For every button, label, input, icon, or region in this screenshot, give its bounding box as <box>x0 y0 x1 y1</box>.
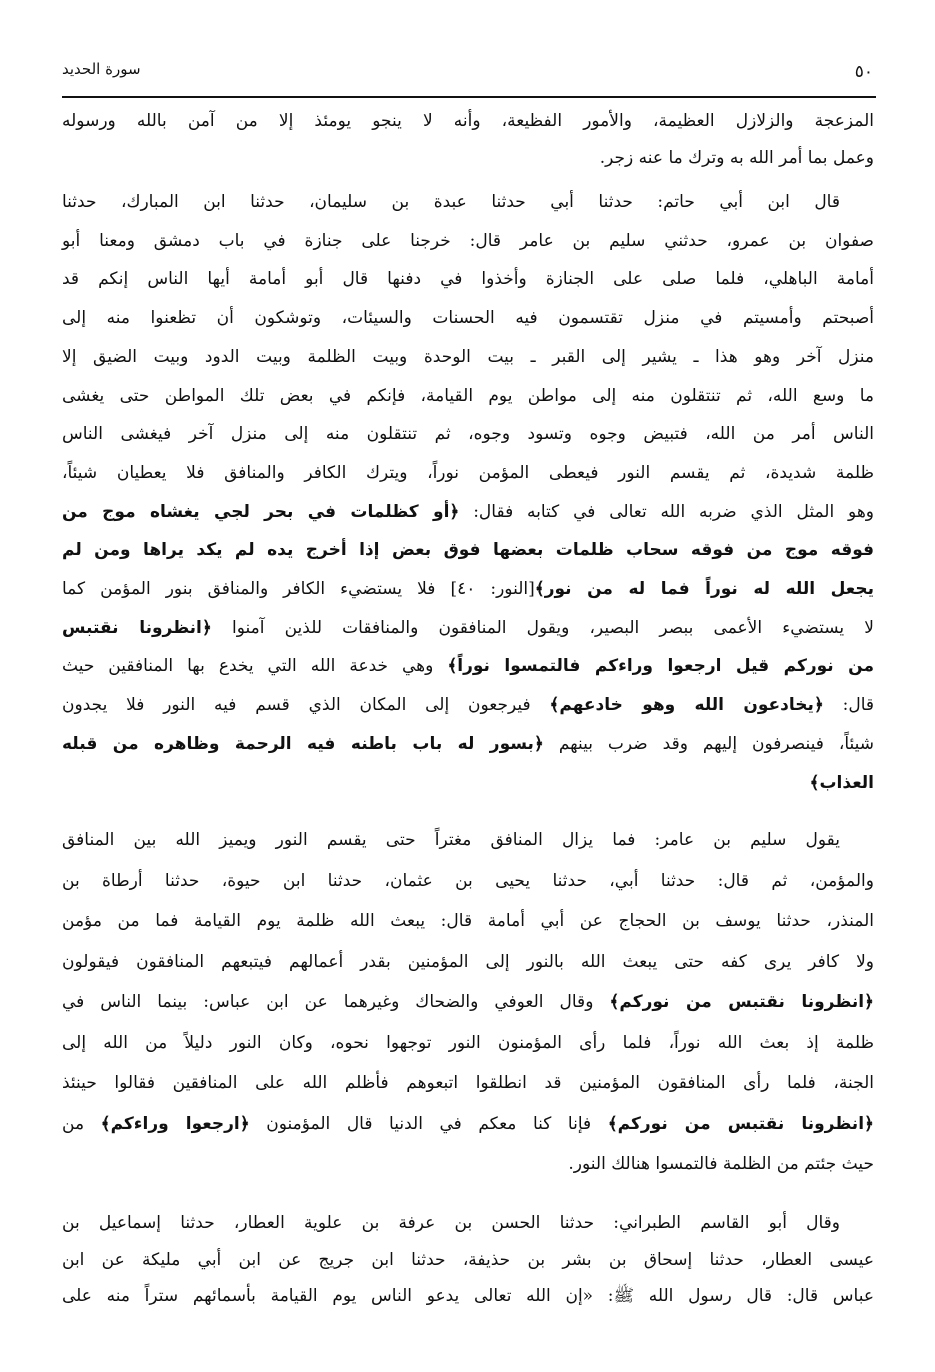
body-text: [النور: ٤٠] فلا يستضيء الكافر والمنافق بنور المؤمن كما <box>62 579 535 600</box>
body-text: صفوان بن عمرو، حدثني سليم بن عامر قال: خرجنا على جنازة في باب دمشق ومعنا أبو <box>62 230 874 251</box>
header-rule <box>62 96 876 98</box>
text-line <box>62 493 874 532</box>
quran-verse-text: العذاب﴾ <box>809 772 874 793</box>
text-line <box>62 222 874 261</box>
quran-verse-text: ﴿انظرونا نقتبس <box>62 617 212 638</box>
body-text: فيرجعون إلى المكان الذي قسم فيه النور فلا يجدون <box>62 695 550 716</box>
quran-verse-text: ﴿أو كظلمات في بحر لجي يغشاه موج من <box>62 501 460 522</box>
body-text: عيسى العطار، حدثنا إسحاق بن بشر بن حذيفة، حدثنا ابن جريج عن ابن أبي مليكة عن ابن <box>62 1249 874 1270</box>
body-text: المزعجة والزلازل العظيمة، والأمور الفظيعة، وأنه لا ينجو يومئذ إلا من آمن بالله ورسوله <box>62 111 874 131</box>
body-text: ولا كافر يرى كفه حتى يبعث الله بالنور إلى المؤمنين بقدر أعمالهم فيتبعهم المنافقون فيقولون <box>62 951 874 972</box>
text-line <box>62 942 874 983</box>
text-line <box>62 299 874 338</box>
body-text: من <box>62 1113 101 1134</box>
text-line <box>62 1063 874 1104</box>
text-line <box>62 454 874 493</box>
body-text: ظلمة إذ بعث الله نوراً، فلما رأى المؤمنون النور توجهوا نحوه، وكان النور دليلاً من الله إلى <box>62 1032 874 1053</box>
body-text: قال ابن أبي حاتم: حدثنا أبي حدثنا عبدة بن سليمان، حدثنا ابن المبارك، حدثنا <box>62 192 840 212</box>
paragraph-3 <box>62 820 874 1185</box>
body-text: وقال أبو القاسم الطبراني: حدثنا الحسن بن عرفة بن علوية العطار، حدثنا إسماعيل بن <box>62 1213 840 1233</box>
body-text: وقال العوفي والضحاك وغيرهما عن ابن عباس: بينما الناس في <box>62 992 610 1012</box>
text-line <box>62 1278 874 1315</box>
body-text: فإنا كنا معكم في الدنيا قال المؤمنون <box>249 1113 608 1134</box>
surah-title: سورة الحديد <box>62 60 141 78</box>
text-line <box>62 140 874 177</box>
page-number: ٥٠ <box>854 62 873 82</box>
text-line <box>62 338 874 377</box>
body-text: الجنة، فلما رأى المنافقون المؤمنين قد انطلقوا اتبعوهم فأظلم الله على المنافقين فقالوا حينئذ <box>62 1073 874 1093</box>
body-text: وهو المثل الذي ضربه الله تعالى في كتابه فقال: <box>459 501 874 522</box>
text-line <box>62 1023 874 1064</box>
body-text: حيث جئتم من الظلمة فالتمسوا هنالك النور. <box>568 1154 874 1174</box>
text-line <box>62 982 874 1023</box>
body-text: والمؤمن، ثم قال: حدثنا أبي، حدثنا يحيى بن عثمان، حدثنا ابن حيوة، حدثنا أرطاة بن <box>62 870 874 891</box>
body-text: الناس أمر من الله، فتبيض وجوه وتسود وجوه، ثم تنتقلون منه إلى منزل آخر فيغشى الناس <box>62 424 874 445</box>
quran-verse-text: يجعل الله له نوراً فما له من نور﴾ <box>534 579 874 600</box>
text-line <box>62 725 874 764</box>
text-line <box>62 901 874 942</box>
quran-verse-text: ﴿انظرونا نقتبس من نوركم﴾ <box>609 992 874 1012</box>
paragraph-1 <box>62 103 874 177</box>
body-text: المنذر، حدثنا يوسف بن الحجاج عن أبي أمامة قال: يبعث الله ظلمة يوم القيامة فما من مؤمن <box>62 911 874 931</box>
text-line <box>62 820 874 861</box>
quran-verse-text: ﴿بسور له باب باطنه فيه الرحمة وظاهره من قبله <box>62 733 544 754</box>
body-text: ظلمة شديدة، ثم يقسم النور فيعطى المؤمن نوراً، ويترك الكافر والمنافق فلا يعطيان شيئاً، <box>62 462 874 483</box>
body-text: وهي خدعة الله التي يخدع بها المنافقين حيث <box>62 656 448 677</box>
quran-verse-text: ﴿انظرونا نقتبس من نوركم﴾ <box>607 1113 874 1134</box>
body-text: وعمل بما أمر الله به وترك ما عنه زجر. <box>599 148 874 168</box>
text-line <box>62 103 874 140</box>
quran-verse-text: من نوركم قيل ارجعوا وراءكم فالتمسوا نوراً﴾ <box>447 656 874 677</box>
text-line <box>62 531 874 570</box>
quran-verse-text: ﴿يخادعون الله وهو خادعهم﴾ <box>549 695 824 716</box>
text-line <box>62 686 874 725</box>
quran-verse-text: فوقه موج من فوقه سحاب ظلمات بعضها فوق بعض إذا أخرج يده لم يكد يراها ومن لم <box>62 540 874 561</box>
text-line <box>62 1104 874 1145</box>
body-text: منزل آخر وهو هذا ـ يشير إلى القبر ـ بيت الوحدة وبيت الظلمة وبيت الدود وبيت الضيق إلا <box>62 346 874 367</box>
body-text: عباس قال: قال رسول الله ﷺ: «إن الله تعالى يدعو الناس يوم القيامة بأسمائهم ستراً منه على <box>62 1286 874 1306</box>
paragraph-4 <box>62 1205 874 1315</box>
text-line <box>62 570 874 609</box>
body-text: لا يستضيء الأعمى ببصر البصير، ويقول المنافقون والمنافقات للذين آمنوا <box>211 617 875 638</box>
text-line <box>62 377 874 416</box>
body-text: أصبحتم وأمسيتم في منزل تقتسمون فيه الحسنات والسيئات، وتوشكون أن تظعنوا منه إلى <box>62 308 874 329</box>
body-text: قال: <box>823 695 875 716</box>
text-line <box>62 1144 874 1185</box>
text-line <box>62 861 874 902</box>
body-text: يقول سليم بن عامر: فما يزال المنافق مغتراً حتى يقسم النور ويميز الله بين المنافق <box>62 830 840 850</box>
body-text: ما وسع الله، ثم تنتقلون منه إلى مواطن يوم القيامة، فإنكم في بعض تلك المواطن حتى يغشى <box>62 385 874 406</box>
text-line <box>62 764 874 803</box>
text-line <box>62 1242 874 1279</box>
text-line <box>62 1205 874 1242</box>
text-line <box>62 260 874 299</box>
body-text: شيئاً، فينصرفون إليهم وقد ضرب بينهم <box>543 733 874 754</box>
quran-verse-text: ﴿ارجعوا وراءكم﴾ <box>100 1113 250 1134</box>
paragraph-2 <box>62 183 874 802</box>
text-line <box>62 647 874 686</box>
text-line <box>62 415 874 454</box>
text-line <box>62 609 874 648</box>
text-line <box>62 183 874 222</box>
body-text: أمامة الباهلي، فلما صلى على الجنازة وأخذوا في دفنها قال أبو أمامة أيها الناس إنكم قد <box>62 269 874 290</box>
